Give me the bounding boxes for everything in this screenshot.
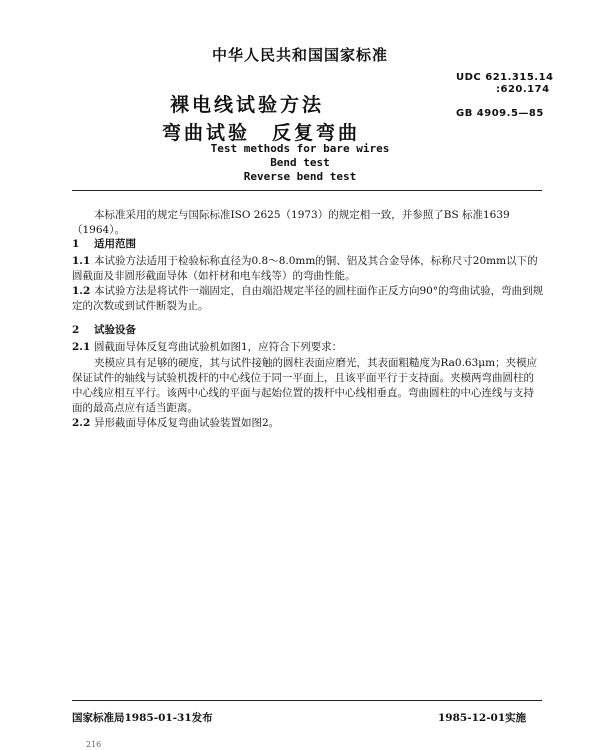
udc-code: UDC 621.315.14 bbox=[456, 72, 554, 83]
document-subtitle bbox=[162, 118, 360, 145]
paragraph-2-2-text: 异形截面导体反复弯曲试验装置如图2。 bbox=[94, 417, 280, 429]
effective-date: 1985-12-01实施 bbox=[438, 712, 527, 724]
english-title-line-2: Bend test bbox=[270, 156, 330, 169]
header-divider bbox=[72, 190, 542, 191]
english-title-line-1: Test methods for bare wires bbox=[210, 142, 390, 155]
issue-date: 国家标准局1985-01-31发布 bbox=[72, 712, 213, 724]
footer-divider bbox=[72, 700, 542, 701]
section-1-title: 适用范围 bbox=[94, 238, 136, 250]
paragraph-2-1-body: 夹模应具有足够的硬度，其与试件接触的圆柱表面应磨光，其表面粗糙度为Ra0.63μm；夹模应保证试件的轴线与试验机拨杆的中心线位于同一平面上，且该平面平行于支持面。夹模两弯曲圆柱的中心线应相互平行。该两中心线的平面与起始位置的拨杆中心线相垂直。弯曲圆柱的中心连线与支持面的最高点应有适当距离。 bbox=[72, 357, 538, 414]
paragraph-2-1-text: 圆截面导体反复弯曲试验机如图1，应符合下列要求： bbox=[94, 341, 343, 353]
english-title-line-3: Reverse bend test bbox=[243, 170, 357, 183]
paragraph-2-2 bbox=[72, 416, 544, 431]
paragraph-1-2-text: 本试验方法是将试件一端固定，自由端沿规定半径的圆柱面作正反方向90°的弯曲试验，弯曲到规定的次数或到试件断裂为止。 bbox=[72, 285, 544, 312]
paragraph-1-1 bbox=[72, 254, 544, 284]
section-2-number: 2 bbox=[72, 324, 80, 336]
gb-standard-number: GB 4909.5—85 bbox=[456, 108, 544, 119]
document-title: 裸电线试验方法 bbox=[170, 94, 325, 116]
section-1-heading bbox=[72, 236, 136, 251]
section-2-heading bbox=[72, 322, 136, 337]
intro-paragraph: 本标准采用的规定与国际标准ISO 2625（1973）的规定相一致，并参照了BS 标准1639（1964）。 bbox=[72, 209, 510, 236]
paragraph-2-1 bbox=[72, 340, 544, 355]
subtitle-part-a: 弯曲试验 bbox=[162, 122, 251, 144]
paragraph-1-1-text: 本试验方法适用于检验标称直径为0.8～8.0mm的铜、铝及其合金导体，标称尺寸20mm以下的圆截面及非圆形截面导体（如杆材和电车线等）的弯曲性能。 bbox=[72, 255, 538, 282]
paragraph-2-1-number: 2.1 bbox=[72, 341, 91, 353]
paragraph-2-2-number: 2.2 bbox=[72, 417, 91, 429]
udc-code-continued: :620.174 bbox=[496, 84, 550, 95]
section-2-title: 试验设备 bbox=[94, 324, 136, 336]
page-number: 216 bbox=[86, 740, 102, 749]
subtitle-part-b: 反复弯曲 bbox=[272, 122, 361, 144]
paragraph-1-2 bbox=[72, 284, 544, 314]
section-1-number: 1 bbox=[72, 238, 80, 250]
paragraph-1-1-number: 1.1 bbox=[72, 255, 91, 267]
standard-org-header: 中华人民共和国国家标准 bbox=[211, 46, 388, 64]
paragraph-1-2-number: 1.2 bbox=[72, 285, 91, 297]
